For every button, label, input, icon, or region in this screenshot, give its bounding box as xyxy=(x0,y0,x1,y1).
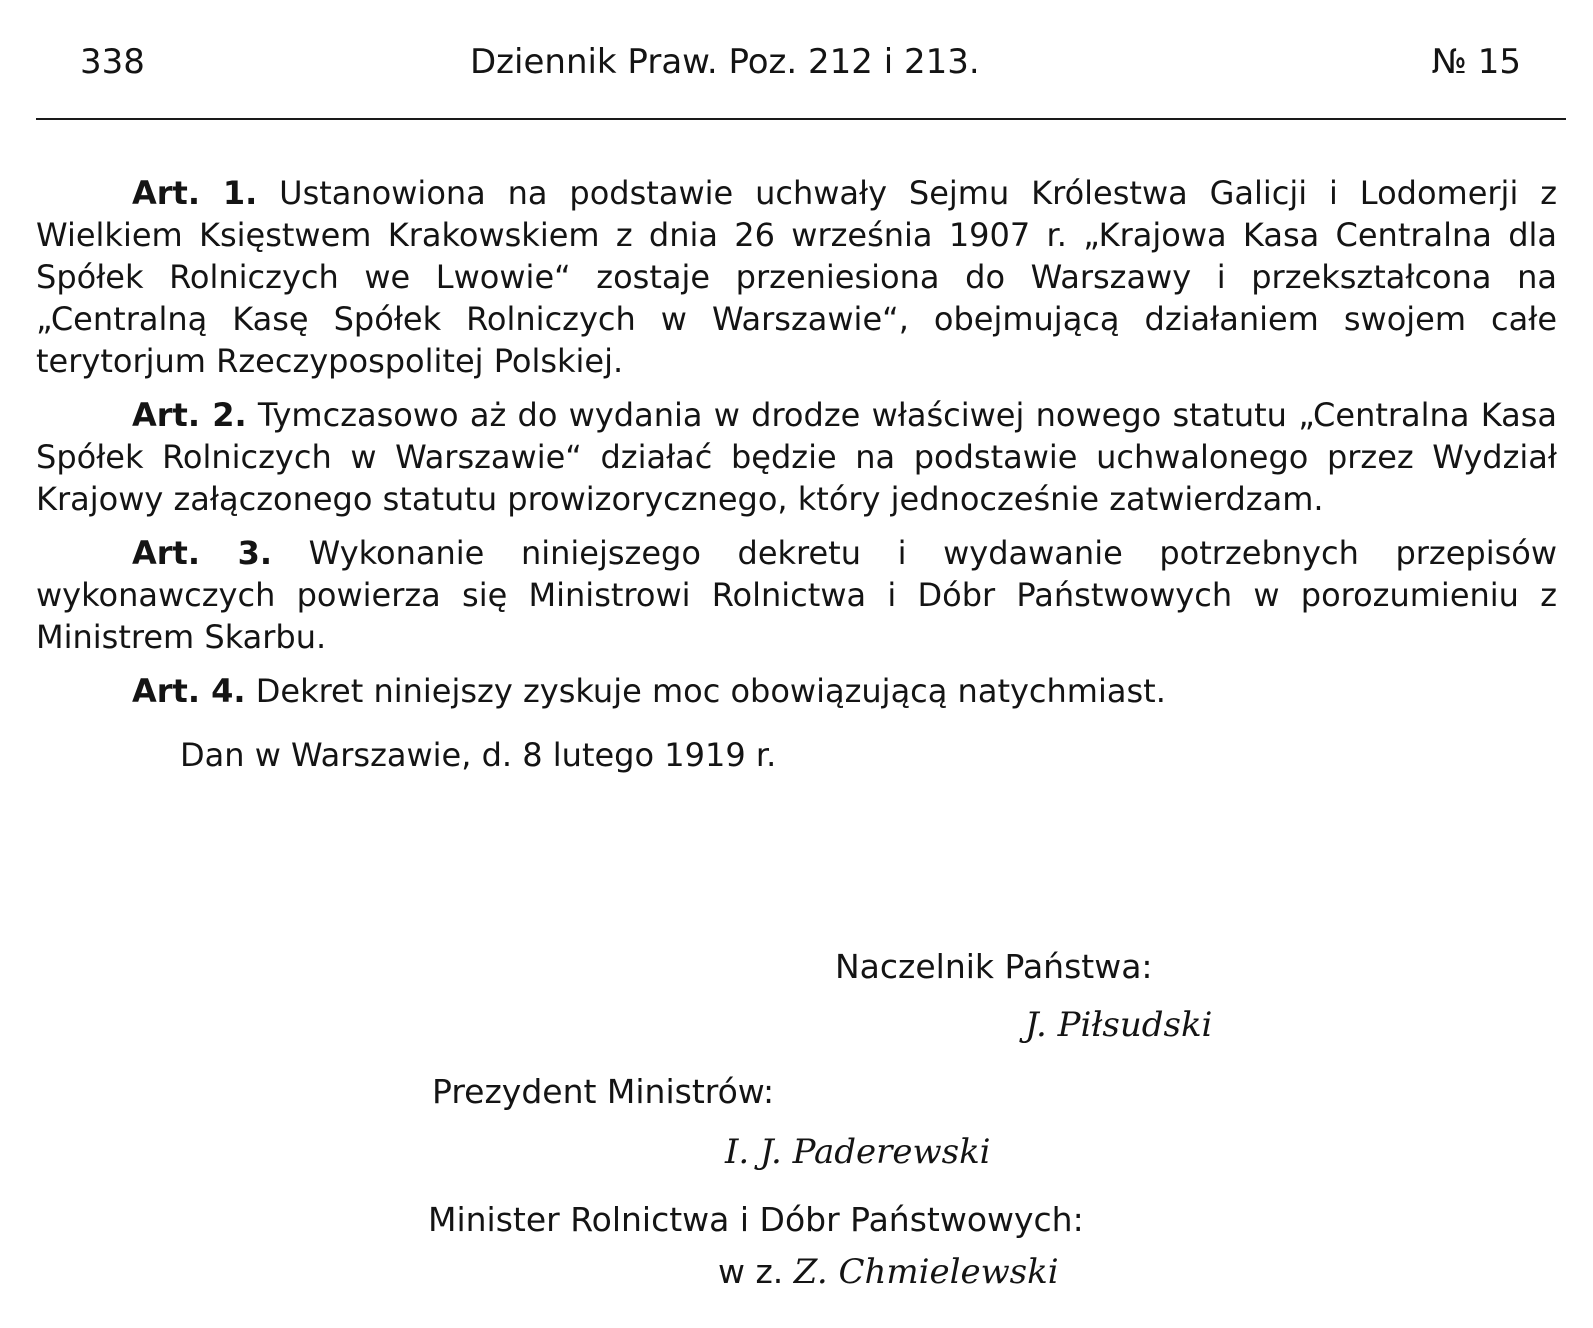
prime-minister-name: I. J. Paderewski xyxy=(725,1132,991,1172)
header-rule xyxy=(36,118,1566,120)
page-number: 338 xyxy=(80,42,145,82)
head-of-state-title: Naczelnik Państwa: xyxy=(835,947,1153,986)
prime-minister-title: Prezydent Ministrów: xyxy=(432,1072,775,1111)
article-3 xyxy=(36,532,1557,658)
minister-signature xyxy=(718,1250,1059,1294)
article-label: Art. 4. xyxy=(132,672,246,710)
given-at-line: Dan w Warszawie, d. 8 lutego 1919 r. xyxy=(180,736,777,774)
article-text: Ustanowiona na podstawie uchwały Sejmu Królestwa Galicji i Lodomerji z Wielkiem Księstwem Krakowskiem z dnia 26 września 1907 r. „Krajowa Kasa Centralna dla Spółek Rolniczych we Lwowie“ zostaje przeniesiona do Warszawy i przekształcona na „Centralną Kasę Spółek Rolniczych w Warszawie“, obejmującą działaniem swojem całe terytorjum Rzeczypospolitej Polskiej. xyxy=(36,174,1558,380)
article-label: Art. 1. xyxy=(132,174,258,212)
article-text: Dekret niniejszy zyskuje moc obowiązującą natychmiast. xyxy=(255,672,1166,710)
issue-number: № 15 xyxy=(1431,42,1521,82)
article-label: Art. 2. xyxy=(132,396,247,434)
minister-prefix: w z. xyxy=(718,1252,784,1291)
article-2 xyxy=(36,394,1557,520)
minister-title: Minister Rolnictwa i Dóbr Państwowych: xyxy=(428,1200,1084,1239)
article-text: Wykonanie niniejszego dekretu i wydawanie potrzebnych przepisów wykonawczych powierza się Ministrowi Rolnictwa i Dóbr Państwowych w porozumieniu z Ministrem Skarbu. xyxy=(36,534,1558,656)
article-label: Art. 3. xyxy=(132,534,272,572)
decree-body xyxy=(0,172,1593,776)
head-of-state-name: J. Piłsudski xyxy=(1025,1005,1213,1045)
article-text: Tymczasowo aż do wydania w drodze właściwej nowego statutu „Centralna Kasa Spółek Rolniczych w Warszawie“ działać będzie na podstawie uchwalonego przez Wydział Krajowy załączonego statutu prowizorycznego, który jednocześnie zatwierdzam. xyxy=(36,396,1558,518)
page-header xyxy=(0,36,1593,88)
running-title: Dziennik Praw. Poz. 212 i 213. xyxy=(470,42,980,82)
minister-name: Z. Chmielewski xyxy=(793,1252,1059,1292)
article-1 xyxy=(36,172,1557,382)
article-4 xyxy=(36,670,1557,712)
